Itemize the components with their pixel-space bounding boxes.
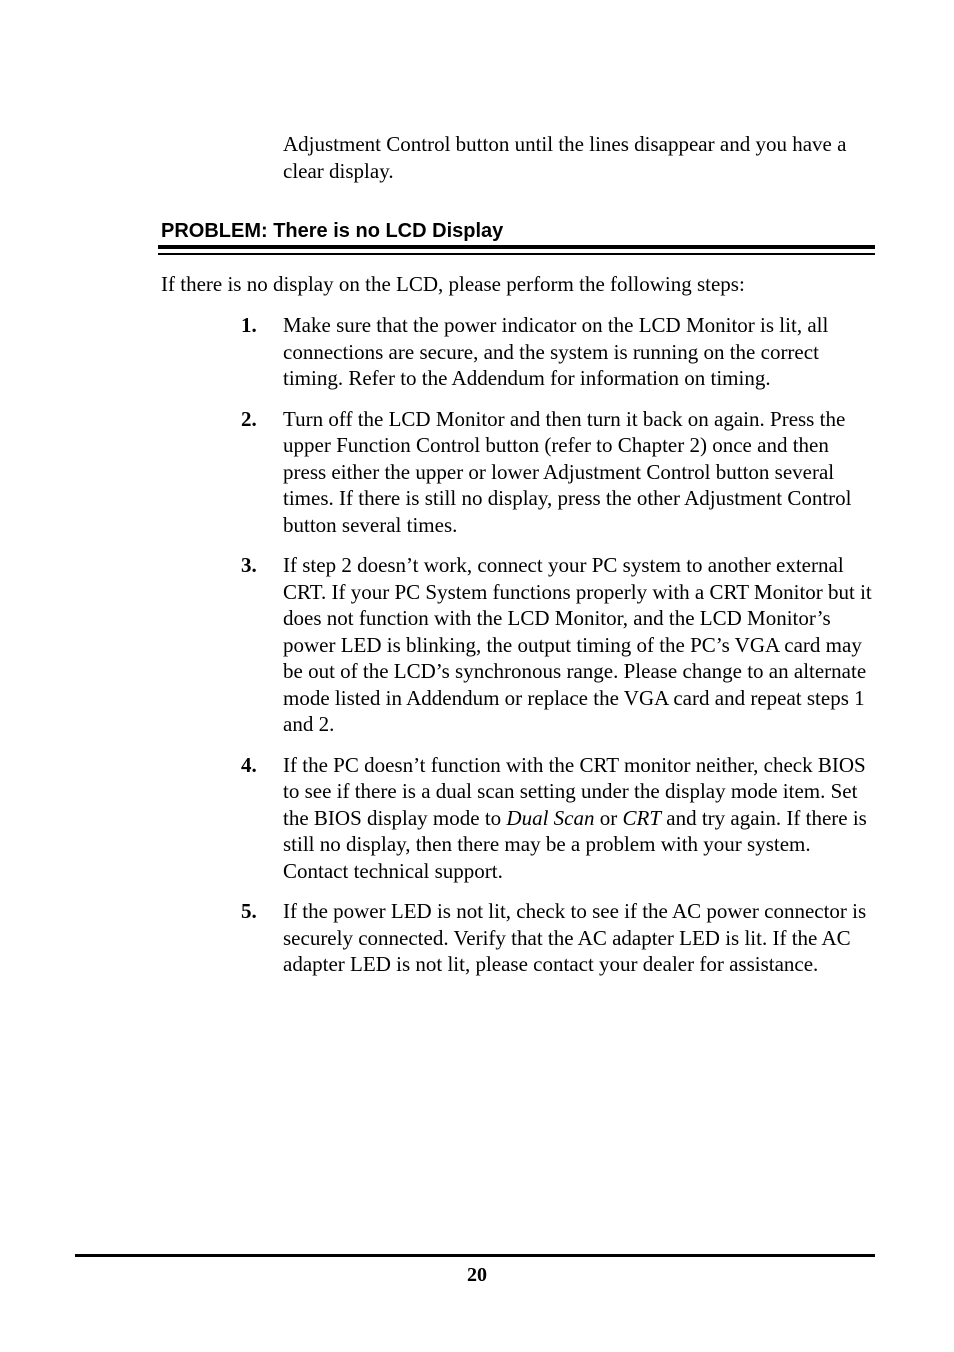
step-item (241, 752, 875, 885)
page-number: 20 (467, 1264, 487, 1286)
step-number: 2. (241, 406, 257, 431)
heading-rule-thick (158, 245, 875, 249)
italic-term-crt: CRT (622, 805, 661, 830)
step-item (241, 552, 875, 738)
step-text: If step 2 doesn’t work, connect your PC system to another external CRT. If your PC System functions properly with a CRT Monitor but it does not function with the LCD Monitor, and the LCD Monitor’s power LED is blinking, the output timing of the PC’s VGA card may be out of the LCD’s synchronous range. Please change to an alternate mode listed in Addendum or replace the VGA card and repeat steps 1 and 2. (283, 553, 872, 736)
heading-rule-thin (158, 253, 875, 255)
step-text: Turn off the LCD Monitor and then turn it back on again. Press the upper Function Control button (refer to Chapter 2) once and then press either the upper or lower Adjustment Control button several times. If there is still no display, press the other Adjustment Control button several times. (283, 406, 852, 537)
continuation-paragraph: Adjustment Control button until the lines disappear and you have a clear display. (283, 132, 847, 183)
step-item (241, 312, 875, 392)
footer-rule (75, 1254, 875, 1257)
step-text: If the power LED is not lit, check to see if the AC power connector is securely connected. Verify that the AC adapter LED is lit. If the AC adapter LED is not lit, please contact your dealer for assistance. (283, 899, 867, 976)
step-number: 5. (241, 899, 257, 923)
step-item (241, 406, 875, 539)
intro-paragraph: If there is no display on the LCD, please perform the following steps: (161, 272, 745, 296)
steps-list (241, 312, 875, 992)
step-item (241, 898, 875, 978)
step-text (283, 752, 873, 885)
step-text: Make sure that the power indicator on the LCD Monitor is lit, all connections are secure, and the system is running on the correct timing. Refer to the Addendum for information on timing. (283, 313, 829, 390)
section-heading: PROBLEM: There is no LCD Display (161, 220, 504, 242)
step-text-part: and try again. If there is still no display, then there may be a problem with your system. Contact technical support. (283, 805, 867, 883)
step-number: 1. (241, 313, 257, 337)
step-text-part: or (594, 805, 623, 830)
step-text-part: If the PC doesn’t function with the CRT monitor neither, check BIOS to see if there is a dual scan setting under the display mode item. Set the BIOS display mode to (283, 752, 866, 830)
italic-term-dual-scan: Dual Scan (506, 805, 595, 830)
step-number: 4. (241, 752, 257, 777)
step-number: 3. (241, 553, 257, 577)
